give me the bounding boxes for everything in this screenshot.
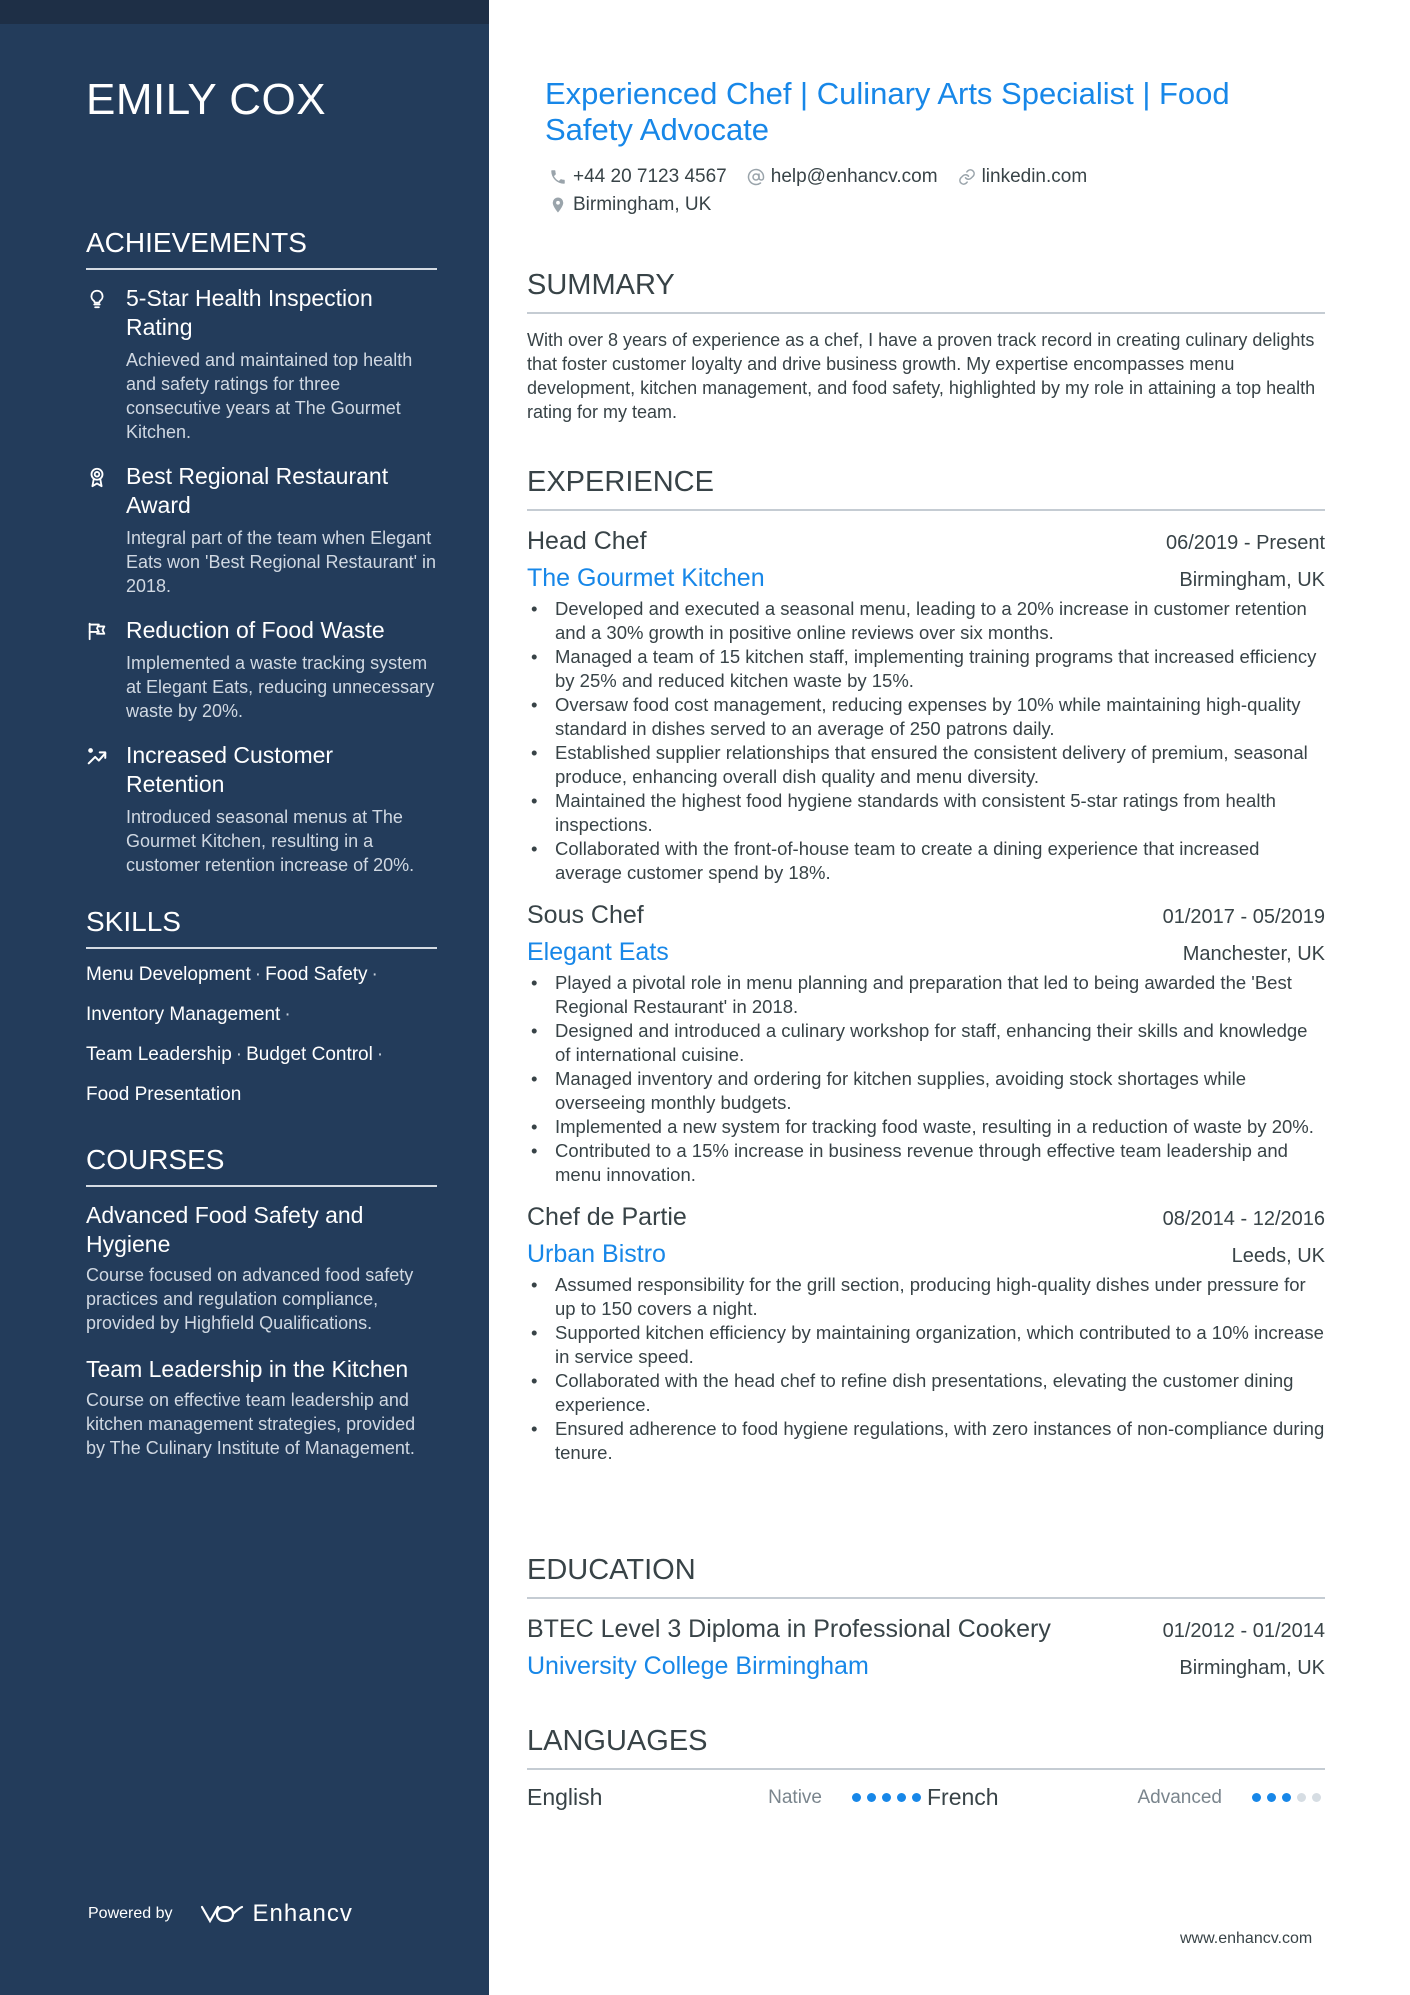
language-level: Native <box>768 1786 822 1808</box>
job-bullet: • Implemented a new system for tracking food waste, resulting in a reduction of waste by 20%. <box>527 1115 1325 1139</box>
language-level: Advanced <box>1137 1786 1222 1808</box>
job-bullet: • Assumed responsibility for the grill section, producing high-quality dishes under pressure for up to 150 covers a night. <box>527 1273 1325 1321</box>
lightbulb-icon <box>86 284 126 444</box>
job-bullet: • Managed inventory and ordering for kitchen supplies, avoiding stock shortages while overseeing monthly budgets. <box>527 1067 1325 1115</box>
job-entry <box>527 525 1325 885</box>
achievement-item <box>86 284 437 444</box>
language-item <box>527 1784 927 1811</box>
rating-dot-empty <box>1312 1793 1321 1802</box>
enhancv-logo[interactable] <box>199 1900 353 1928</box>
website-link[interactable]: www.enhancv.com <box>1180 1930 1313 1947</box>
job-bullet: • Established supplier relationships that ensured the consistent delivery of premium, seasonal produce, enhancing overall dish quality and menu diversity. <box>527 741 1325 789</box>
rating-dot-filled <box>882 1793 891 1802</box>
skills-list <box>86 963 437 1107</box>
languages-heading: LANGUAGES <box>527 1724 1325 1770</box>
contact-info <box>549 163 1309 219</box>
job-entry <box>527 899 1325 1187</box>
language-rating <box>852 1793 927 1802</box>
job-bullets <box>527 597 1325 885</box>
job-bullet: • Collaborated with the head chef to refine dish presentations, elevating the customer dining experience. <box>527 1369 1325 1417</box>
course-item <box>86 1355 437 1460</box>
skill-separator: · <box>376 1044 384 1065</box>
skill-item: Team Leadership <box>86 1044 232 1065</box>
achievement-item <box>86 741 437 877</box>
job-dates: 08/2014 - 12/2016 <box>1162 1208 1325 1230</box>
contact-email[interactable] <box>747 166 938 188</box>
job-company: The Gourmet Kitchen <box>527 564 765 592</box>
languages-list <box>527 1784 1325 1811</box>
skill-separator: · <box>235 1044 243 1065</box>
sidebar-content <box>86 72 437 1480</box>
skill-separator: · <box>371 964 378 985</box>
job-title: Head Chef <box>527 527 647 555</box>
rating-dot-filled <box>852 1793 861 1802</box>
experience-section <box>527 465 1325 1479</box>
language-rating <box>1252 1793 1327 1802</box>
achievement-item <box>86 462 437 598</box>
skills-heading: SKILLS <box>86 905 437 949</box>
skill-item: Budget Control <box>246 1044 373 1065</box>
degree-title: BTEC Level 3 Diploma in Professional Cookery <box>527 1615 1051 1643</box>
education-heading: EDUCATION <box>527 1553 1325 1599</box>
rating-dot-filled <box>1252 1793 1261 1802</box>
school-name: University College Birmingham <box>527 1652 869 1680</box>
skill-separator: · <box>254 964 262 985</box>
email-address: help@enhancv.com <box>770 166 938 187</box>
job-dates: 06/2019 - Present <box>1166 532 1325 554</box>
at-sign-icon <box>747 168 765 186</box>
job-bullets <box>527 971 1325 1187</box>
job-bullet: • Played a pivotal role in menu planning and preparation that led to being awarded the 'Best Regional Restaurant' in 2018. <box>527 971 1325 1019</box>
achievement-title: 5-Star Health Inspection Rating <box>126 285 373 340</box>
job-bullet: • Ensured adherence to food hygiene regulations, with zero instances of non-compliance during tenure. <box>527 1417 1325 1465</box>
course-title: Team Leadership in the Kitchen <box>86 1356 409 1382</box>
enhancv-logo-icon <box>199 1902 245 1926</box>
achievement-title: Best Regional Restaurant Award <box>126 463 389 518</box>
sidebar-top-strip <box>0 0 489 24</box>
achievement-item <box>86 616 437 723</box>
powered-by-label: Powered by <box>88 1905 173 1922</box>
contact-phone[interactable] <box>549 166 727 188</box>
rating-dot-filled <box>1267 1793 1276 1802</box>
job-bullet: • Oversaw food cost management, reducing expenses by 10% while maintaining high-quality standard in dishes served to an average of 250 patrons daily. <box>527 693 1325 741</box>
skill-item: Menu Development <box>86 964 251 985</box>
headline: Experienced Chef | Culinary Arts Specialist | Food Safety Advocate <box>545 76 1230 147</box>
skill-item: Inventory Management <box>86 1004 281 1025</box>
rating-dot-filled <box>867 1793 876 1802</box>
job-bullet: • Collaborated with the front-of-house team to create a dining experience that increased average customer spend by 18%. <box>527 837 1325 885</box>
languages-section <box>527 1724 1325 1811</box>
job-entry <box>527 1201 1325 1465</box>
achievement-title: Increased Customer Retention <box>126 742 334 797</box>
achievement-description: Implemented a waste tracking system at Elegant Eats, reducing unnecessary waste by 20%. <box>126 653 435 721</box>
candidate-name: EMILY COX <box>86 75 327 124</box>
phone-number: +44 20 7123 4567 <box>573 166 727 187</box>
job-location: Leeds, UK <box>1231 1245 1325 1267</box>
job-bullet: • Designed and introduced a culinary workshop for staff, enhancing their skills and knowledge of international cuisine. <box>527 1019 1325 1067</box>
achievement-description: Achieved and maintained top health and safety ratings for three consecutive years at The Gourmet Kitchen. <box>126 350 413 442</box>
location-text: Birmingham, UK <box>573 194 712 215</box>
course-item <box>86 1201 437 1335</box>
award-medal-icon <box>86 462 126 598</box>
job-bullet: • Managed a team of 15 kitchen staff, implementing training programs that increased efficiency by 25% and reduced kitchen waste by 15%. <box>527 645 1325 693</box>
flag-icon <box>86 616 126 723</box>
job-title: Chef de Partie <box>527 1203 687 1231</box>
sidebar <box>0 0 489 1995</box>
job-bullet: • Developed and executed a seasonal menu, leading to a 20% increase in customer retention and a 30% growth in positive online reviews over six months. <box>527 597 1325 645</box>
language-name: English <box>527 1784 603 1810</box>
job-bullets <box>527 1273 1325 1465</box>
map-pin-icon <box>549 196 567 214</box>
job-company: Urban Bistro <box>527 1240 666 1268</box>
phone-icon <box>549 168 567 186</box>
summary-section <box>527 268 1325 424</box>
skill-item: Food Presentation <box>86 1084 242 1105</box>
summary-heading: SUMMARY <box>527 268 1325 314</box>
rating-dot-filled <box>897 1793 906 1802</box>
growth-arrow-icon <box>86 741 126 877</box>
link-icon <box>958 168 976 186</box>
contact-location <box>549 194 711 216</box>
courses-list <box>86 1201 437 1460</box>
language-item <box>927 1784 1327 1811</box>
education-dates: 01/2012 - 01/2014 <box>1162 1620 1325 1642</box>
achievement-description: Integral part of the team when Elegant Eats won 'Best Regional Restaurant' in 2018. <box>126 528 437 596</box>
summary-text: With over 8 years of experience as a chef, I have a proven track record in creating culinary delights that foster customer loyalty and drive business growth. My expertise encompasses menu development, kitchen management, and food safety, highlighted by my role in attaining a top health rating for my team. <box>527 330 1316 422</box>
powered-by <box>88 1900 353 1928</box>
education-entry <box>527 1613 1325 1681</box>
job-location: Birmingham, UK <box>1179 569 1325 591</box>
achievement-description: Introduced seasonal menus at The Gourmet Kitchen, resulting in a customer retention increase of 20%. <box>126 807 415 875</box>
course-title: Advanced Food Safety and Hygiene <box>86 1202 364 1257</box>
linkedin-url: linkedin.com <box>981 166 1088 187</box>
job-bullet: • Contributed to a 15% increase in business revenue through effective team leadership and menu innovation. <box>527 1139 1325 1187</box>
course-description: Course focused on advanced food safety practices and regulation compliance, provided by Highfield Qualifications. <box>86 1265 414 1333</box>
achievements-list <box>86 284 437 877</box>
skill-item: Food Safety <box>265 964 368 985</box>
job-dates: 01/2017 - 05/2019 <box>1162 906 1325 928</box>
language-name: French <box>927 1784 999 1810</box>
achievements-heading: ACHIEVEMENTS <box>86 226 437 270</box>
experience-heading: EXPERIENCE <box>527 465 1325 511</box>
contact-linkedin[interactable] <box>958 166 1088 188</box>
course-description: Course on effective team leadership and kitchen management strategies, provided by The Culinary Institute of Management. <box>86 1390 416 1458</box>
rating-dot-filled <box>1282 1793 1291 1802</box>
skill-separator: · <box>284 1004 291 1025</box>
rating-dot-empty <box>1297 1793 1306 1802</box>
job-bullet: • Maintained the highest food hygiene standards with consistent 5-star ratings from health inspections. <box>527 789 1325 837</box>
job-location: Manchester, UK <box>1182 943 1325 965</box>
job-company: Elegant Eats <box>527 938 669 966</box>
courses-heading: COURSES <box>86 1143 437 1187</box>
rating-dot-filled <box>912 1793 921 1802</box>
education-section <box>527 1553 1325 1695</box>
achievement-title: Reduction of Food Waste <box>126 617 385 643</box>
job-bullet: • Supported kitchen efficiency by maintaining organization, which contributed to a 10% increase in service speed. <box>527 1321 1325 1369</box>
brand-name: Enhancv <box>252 1900 353 1927</box>
job-title: Sous Chef <box>527 901 644 929</box>
school-location: Birmingham, UK <box>1179 1657 1325 1679</box>
